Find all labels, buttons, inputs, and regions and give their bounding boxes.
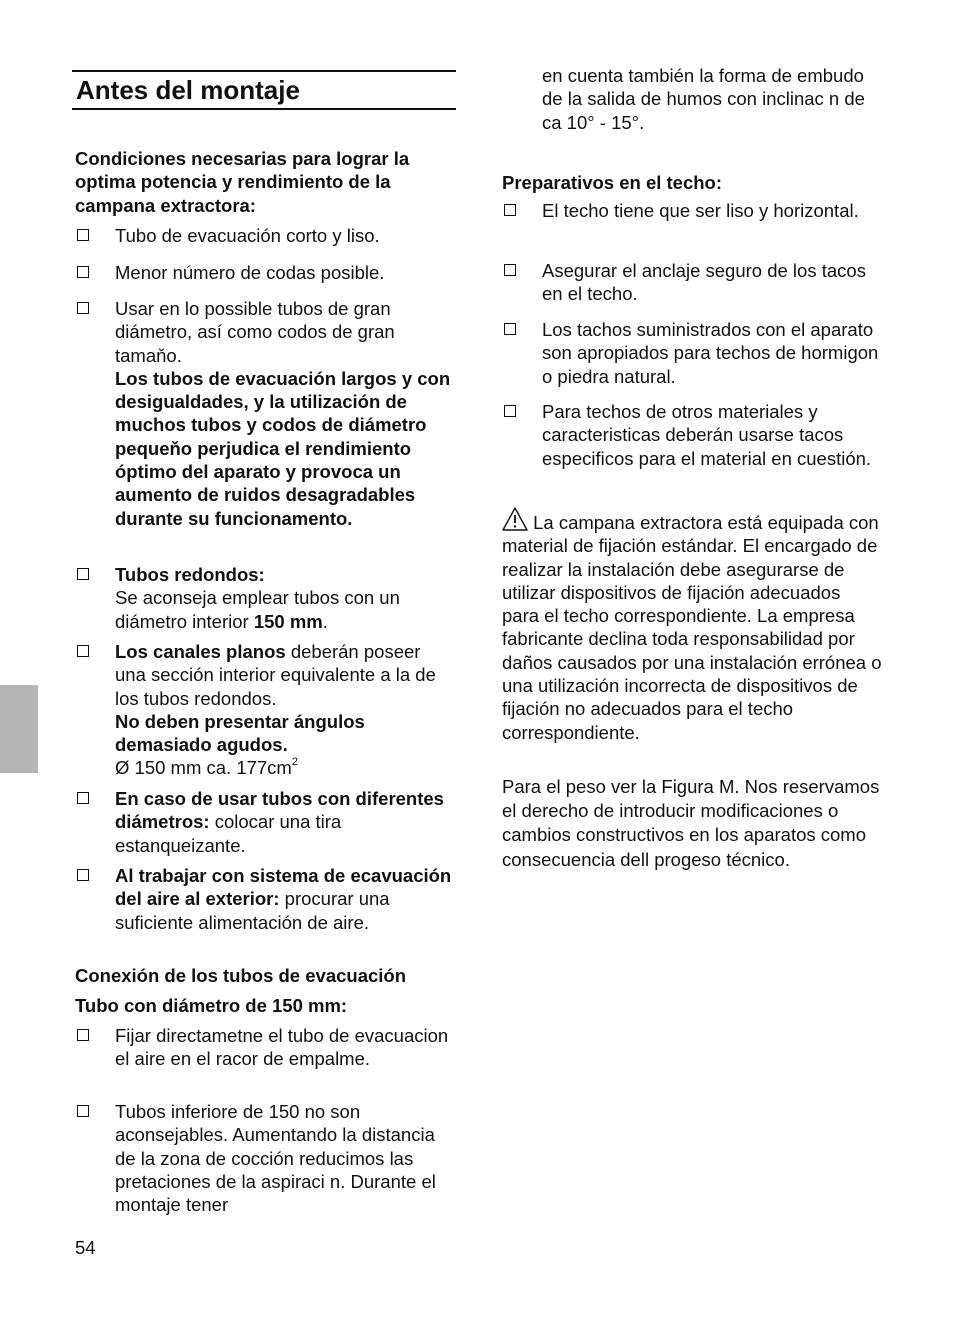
- continued-text: en cuenta también la forma de embudo de la salida de humos con inclinac n de ca 10° - 15°.: [542, 65, 865, 133]
- list-item: Tubos redondos: Se aconseja emplear tubos con un diámetro interior 150 mm.: [75, 563, 455, 633]
- ceiling-heading: Preparativos en el techo:: [502, 172, 723, 193]
- page-number: 54: [75, 1237, 96, 1258]
- checkbox-icon: [77, 869, 89, 881]
- list-item: Fijar directametne el tubo de evacuacion el aire en el racor de empalme.: [75, 1024, 455, 1071]
- final-paragraph: Para el peso ver la Figura M. Nos reservamos el derecho de introducir modificaciones o cambios constructivos en los aparatos como consecuencia dell progeso técnico.: [502, 776, 880, 870]
- list-item: En caso de usar tubos con diferentes diámetros: colocar una tira estanqueizante.: [75, 787, 455, 857]
- list-item: Asegurar el anclaje seguro de los tacos en el techo.: [502, 259, 882, 306]
- checkbox-icon: [77, 1105, 89, 1117]
- list-item: Menor número de codas posible.: [75, 261, 455, 284]
- checkbox-icon: [77, 1029, 89, 1041]
- warning-triangle-icon: [502, 507, 528, 531]
- page-title: Antes del montaje: [76, 75, 300, 105]
- section-heading: Conexión de los tubos de evacuación: [75, 965, 407, 986]
- list-item: Tubo de evacuación corto y liso.: [75, 224, 455, 247]
- side-thumb-tab: [0, 685, 38, 773]
- checkbox-icon: [504, 405, 516, 417]
- checkbox-icon: [77, 568, 89, 580]
- list-item: Tubos inferiore de 150 no son aconsejables. Aumentando la distancia de la zona de cocción reducimos las pretaciones de la aspiraci n. Durante el montaje tener: [75, 1100, 455, 1216]
- checkbox-icon: [77, 266, 89, 278]
- list-item: Para techos de otros materiales y caracteristicas deberán usarse tacos especificos para el material en cuestión.: [502, 400, 882, 470]
- conditions-heading: Condiciones necesarias para lograr la optima potencia y rendimiento de la campana extractora:: [75, 148, 410, 216]
- checkbox-icon: [77, 645, 89, 657]
- checkbox-icon: [504, 264, 516, 276]
- checkbox-icon: [504, 323, 516, 335]
- list-item: Usar en lo possible tubos de gran diámetro, así como codos de gran tamaňo. Los tubos de evacuación largos y con desigualdades, y la utilización de muchos tubos y codos de diámetro pequeňo perjudica el rendimiento óptimo del aparato y provoca un aumento de ruidos desagradables durante su funcionamento.: [75, 297, 455, 530]
- list-item: Al trabajar con sistema de ecavuación del aire al exterior: procurar una suficiente alimentación de aire.: [75, 864, 455, 934]
- section-subheading: Tubo con diámetro de 150 mm:: [75, 995, 348, 1016]
- title-rule-top: [72, 70, 456, 72]
- list-item: Los tachos suministrados con el aparato son apropiados para techos de hormigon o piedra natural.: [502, 318, 882, 388]
- checkbox-icon: [77, 302, 89, 314]
- list-item: Los canales planos deberán poseer una sección interior equivalente a la de los tubos redondos. No deben presentar ángulos demasiado agudos. Ø 150 mm ca. $177cm^2$: [75, 640, 455, 780]
- list-item: El techo tiene que ser liso y horizontal.: [502, 199, 882, 222]
- title-rule-bottom: [72, 108, 456, 110]
- formula: Ø 150 mm ca. 177cm: [115, 757, 292, 779]
- checkbox-icon: [77, 792, 89, 804]
- warning-note: La campana extractora está equipada con material de fijación estándar. El encargado de realizar la instalación debe asegurarse de utilizar dispositivos de fijación adecuados para el techo correspondiente. La empresa fabricante declina toda responsabilidad por daños causados por una instalación errónea o una utilización incorrecta de dispositivos de fijación no adecuados para el techo correspondiente.: [502, 507, 882, 744]
- checkbox-icon: [504, 204, 516, 216]
- checkbox-icon: [77, 229, 89, 241]
